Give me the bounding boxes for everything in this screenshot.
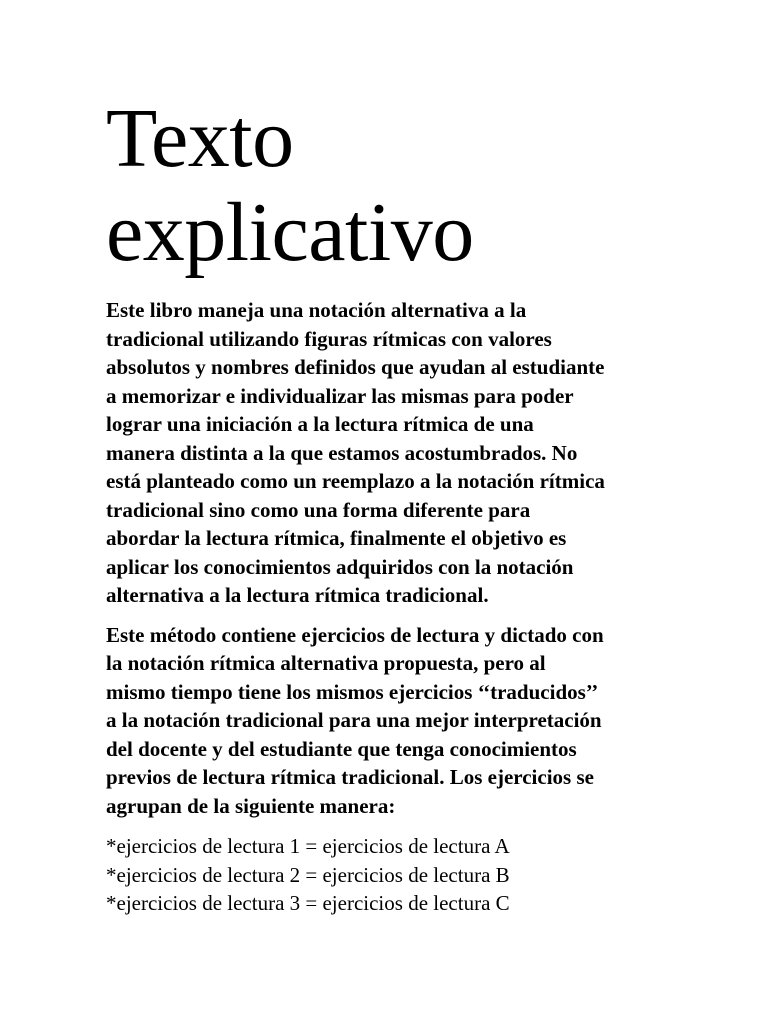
text-line: mismo tiempo tiene los mismos ejercicios ‘‘traducidos’’ bbox=[106, 679, 599, 704]
document-page bbox=[106, 92, 706, 918]
exercise-list bbox=[106, 832, 706, 918]
text-line: está planteado como un reemplazo a la notación rítmica bbox=[106, 469, 605, 493]
page-title bbox=[106, 92, 706, 280]
text-line: previos de lectura rítmica tradicional. Los ejercicios se bbox=[106, 765, 594, 789]
list-item: *ejercicios de lectura 2 = ejercicios de lectura B bbox=[106, 862, 510, 887]
text-line: tradicional sino como una forma diferente para bbox=[106, 497, 531, 522]
text-line: Este libro maneja una notación alternativa a la bbox=[106, 298, 527, 322]
text-line: alternativa a la lectura rítmica tradicional. bbox=[106, 583, 489, 607]
text-line: aplicar los conocimientos adquiridos con la notación bbox=[106, 554, 574, 579]
list-item: *ejercicios de lectura 1 = ejercicios de lectura A bbox=[106, 834, 510, 858]
text-line: lograr una iniciación a la lectura rítmica de una bbox=[106, 412, 534, 436]
text-line: abordar la lectura rítmica, finalmente el objetivo es bbox=[106, 526, 567, 550]
text-line: a memorizar e individualizar las mismas para poder bbox=[106, 383, 574, 408]
paragraph-intro bbox=[106, 296, 706, 610]
text-line: absolutos y nombres definidos que ayudan al estudiante bbox=[106, 355, 605, 379]
list-item: *ejercicios de lectura 3 = ejercicios de lectura C bbox=[106, 891, 510, 915]
title-line: Texto bbox=[106, 92, 294, 185]
text-line: la notación rítmica alternativa propuesta, pero al bbox=[106, 651, 546, 675]
text-line: del docente y del estudiante que tenga conocimientos bbox=[106, 736, 577, 761]
paragraph-method bbox=[106, 621, 706, 821]
text-line: tradicional utilizando figuras rítmicas con valores bbox=[106, 326, 552, 351]
text-line: Este método contiene ejercicios de lectura y dictado con bbox=[106, 622, 604, 647]
text-line: agrupan de la siguiente manera: bbox=[106, 793, 396, 818]
text-line: manera distinta a la que estamos acostumbrados. No bbox=[106, 440, 578, 465]
title-line: explicativo bbox=[106, 186, 474, 279]
text-line: a la notación tradicional para una mejor interpretación bbox=[106, 708, 602, 732]
